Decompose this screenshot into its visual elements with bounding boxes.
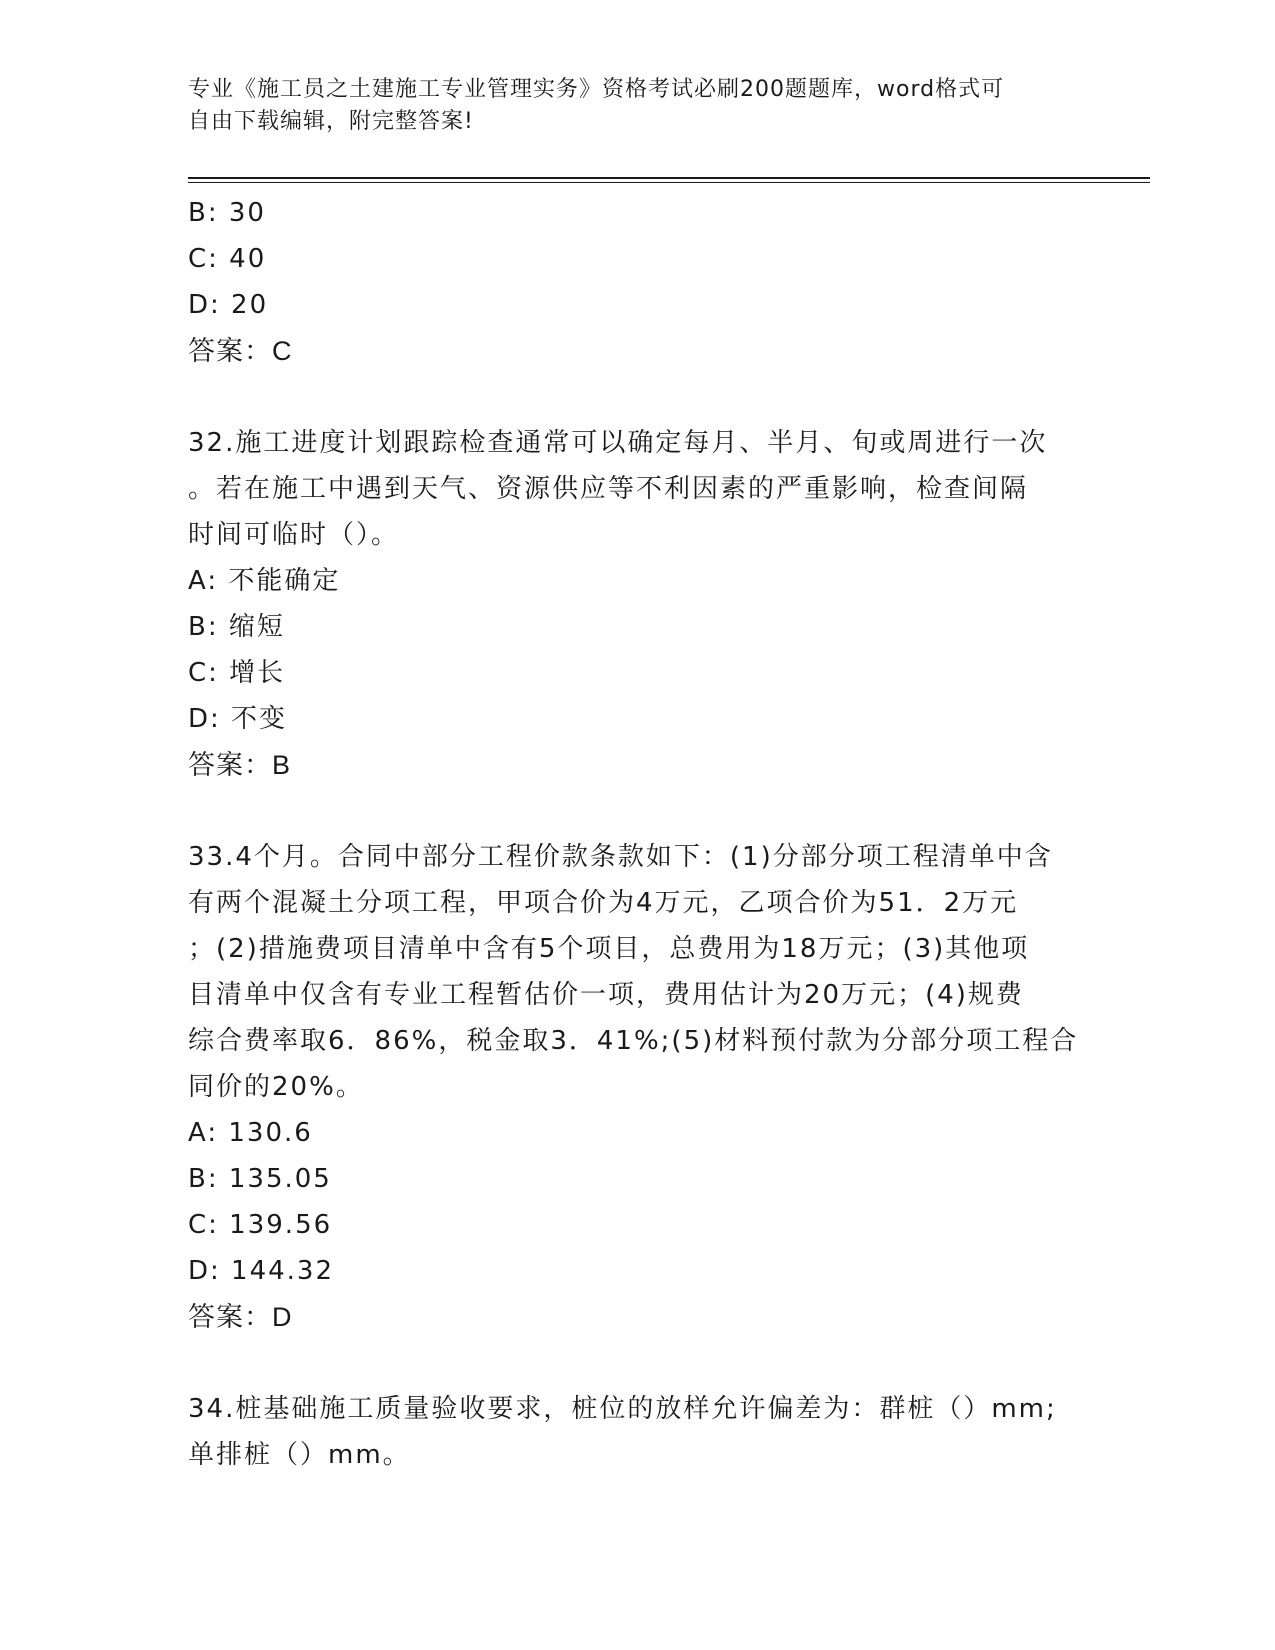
question-content <box>188 190 1088 1478</box>
answer: 答案：D <box>188 1302 293 1332</box>
question-text-line: 32.施工进度计划跟踪检查通常可以确定每月、半月、旬或周进行一次 <box>188 428 1048 458</box>
question-31 <box>188 190 1088 374</box>
header-divider-thick <box>188 177 1150 179</box>
option-a: A: 不能确定 <box>188 566 341 596</box>
option-c: C: 40 <box>188 244 267 274</box>
header-divider-thin <box>188 182 1150 183</box>
question-text-line: 综合费率取6．86%，税金取3．41%;(5)材料预付款为分部分项工程合 <box>188 1026 1079 1056</box>
option-b: B: 30 <box>188 198 266 228</box>
question-text-line: 34.桩基础施工质量验收要求，桩位的放样允许偏差为：群桩（）mm; <box>188 1394 1057 1424</box>
spacer <box>188 374 1088 420</box>
header-line-2: 自由下载编辑，附完整答案! <box>188 109 474 134</box>
spacer <box>188 1340 1088 1386</box>
question-32 <box>188 420 1088 788</box>
question-text-line: ；(2)措施费项目清单中含有5个项目，总费用为18万元；(3)其他项 <box>188 934 1030 964</box>
option-d: D: 不变 <box>188 704 288 734</box>
question-text-line: 单排桩（）mm。 <box>188 1440 411 1470</box>
question-text-line: 时间可临时（）。 <box>188 520 400 550</box>
header-line-1: 专业《施工员之土建施工专业管理实务》资格考试必刷200题题库，word格式可 <box>188 77 1005 102</box>
question-text-line: 有两个混凝土分项工程，甲项合价为4万元，乙项合价为51．2万元 <box>188 888 1019 918</box>
question-text-line: 。若在施工中遇到天气、资源供应等不利因素的严重影响，检查间隔 <box>188 474 1029 504</box>
option-b: B: 缩短 <box>188 612 285 642</box>
question-text-line: 33.4个月。合同中部分工程价款条款如下：(1)分部分项工程清单中含 <box>188 842 1053 872</box>
option-c: C: 增长 <box>188 658 286 688</box>
answer: 答案：B <box>188 750 292 780</box>
option-d: D: 144.32 <box>188 1256 335 1286</box>
option-c: C: 139.56 <box>188 1210 333 1240</box>
page-header <box>188 74 1068 138</box>
option-a: A: 130.6 <box>188 1118 313 1148</box>
question-34 <box>188 1386 1088 1478</box>
question-text-line: 同价的20%。 <box>188 1072 364 1102</box>
option-d: D: 20 <box>188 290 269 320</box>
answer: 答案：C <box>188 336 293 366</box>
question-text-line: 目清单中仅含有专业工程暂估价一项，费用估计为20万元；(4)规费 <box>188 980 1024 1010</box>
question-33 <box>188 834 1088 1340</box>
option-b: B: 135.05 <box>188 1164 332 1194</box>
spacer <box>188 788 1088 834</box>
